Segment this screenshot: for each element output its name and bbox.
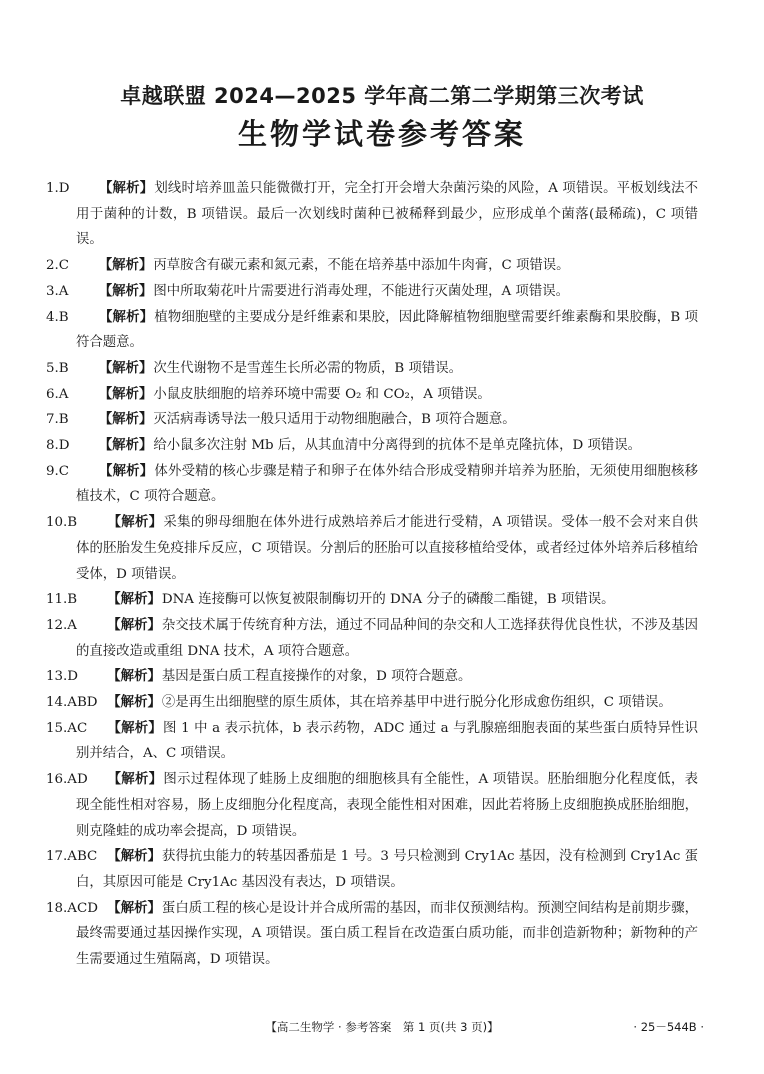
- answer-item: [46, 176, 698, 253]
- footer-code: · 25－544B ·: [633, 1020, 704, 1034]
- answer-item: [46, 510, 698, 587]
- question-number: 16.: [46, 772, 68, 788]
- answer-choice: D: [67, 669, 79, 685]
- answer-choice: D: [58, 438, 70, 454]
- question-number: 3.: [46, 283, 59, 299]
- answer-choice: AC: [67, 720, 88, 736]
- question-number: 2.: [46, 258, 59, 274]
- answer-item: [46, 896, 698, 973]
- analysis-text: DNA 连接酶可以恢复被限制酶切开的 DNA 分子的磷酸二酯键，B 项错误。: [161, 592, 615, 608]
- question-number: 4.: [46, 309, 59, 325]
- analysis-text: 给小鼠多次注射 Mb 后，从其血清中分离得到的抗体不是单克隆抗体，D 项错误。: [153, 438, 642, 454]
- analysis-tag: 【解析】: [107, 515, 163, 531]
- analysis-tag: 【解析】: [107, 720, 162, 736]
- analysis-tag: 【解析】: [98, 386, 153, 402]
- analysis-tag: 【解析】: [98, 360, 153, 376]
- analysis-text: 植物细胞壁的主要成分是纤维素和果胶，因此降解植物细胞壁需要纤维素酶和果胶酶，B 项符合题意。: [76, 309, 698, 351]
- analysis-text: 小鼠皮肤细胞的培养环境中需要 O₂ 和 CO₂，A 项错误。: [153, 386, 491, 402]
- answer-choice: ABD: [67, 695, 98, 711]
- analysis-text: 灭活病毒诱导法一般只适用于动物细胞融合，B 项符合题意。: [153, 412, 516, 428]
- analysis-tag: 【解析】: [107, 772, 163, 788]
- question-number: 13.: [46, 669, 68, 685]
- answer-choice: A: [67, 617, 77, 633]
- analysis-tag: 【解析】: [98, 438, 153, 454]
- answer-choice: C: [58, 258, 70, 274]
- question-number: 5.: [46, 360, 59, 376]
- analysis-text: 丙草胺含有碳元素和氮元素，不能在培养基中添加牛肉膏，C 项错误。: [153, 258, 570, 274]
- answer-item: [46, 407, 698, 433]
- answer-item: [46, 382, 698, 408]
- answer-choice: D: [58, 181, 70, 196]
- answer-item: [46, 459, 698, 510]
- answer-choice: ABC: [67, 849, 98, 865]
- answer-choice: C: [58, 463, 70, 479]
- analysis-tag: 【解析】: [98, 258, 153, 274]
- answer-choice: A: [58, 283, 69, 299]
- question-number: 8.: [46, 438, 59, 454]
- question-number: 6.: [46, 386, 59, 402]
- analysis-tag: 【解析】: [98, 309, 154, 325]
- answer-item: [46, 767, 698, 844]
- answer-item: [46, 279, 698, 305]
- question-number: 17.: [46, 849, 68, 865]
- answer-item: [46, 253, 698, 279]
- answer-choice: B: [58, 360, 69, 376]
- answer-item: [46, 716, 698, 767]
- answer-item: [46, 433, 698, 459]
- answer-choice: B: [58, 412, 69, 428]
- answer-item: [46, 587, 698, 613]
- analysis-text: 基因是蛋白质工程直接操作的对象，D 项符合题意。: [161, 669, 472, 685]
- answer-choice: B: [67, 592, 78, 608]
- analysis-text: 采集的卵母细胞在体外进行成熟培养后才能进行受精，A 项错误。受体一般不会对来自供体的胚胎发生免疫排斥反应，C 项错误。分割后的胚胎可以直接移植给受体，或者经过体外培养后移植给受体，D 项错误。: [76, 515, 698, 582]
- answer-item: [46, 356, 698, 382]
- answer-item: [46, 305, 698, 356]
- question-number: 12.: [46, 617, 68, 633]
- question-number: 7.: [46, 412, 59, 428]
- analysis-text: 蛋白质工程的核心是设计并合成所需的基因，而非仅预测结构。预测空间结构是前期步骤，最终需要通过基因操作实现，A 项错误。蛋白质工程旨在改造蛋白质功能，而非创造新物种；新物种的产生需要通过生殖隔离，D 项错误。: [76, 900, 699, 968]
- analysis-tag: 【解析】: [107, 900, 161, 916]
- answer-choice: B: [58, 309, 69, 325]
- question-number: 14.: [46, 695, 68, 711]
- analysis-text: ②是再生出细胞壁的原生质体，其在培养基甲中进行脱分化形成愈伤组织，C 项错误。: [161, 695, 672, 711]
- answer-item: [46, 664, 698, 690]
- analysis-text: 次生代谢物不是雪莲生长所必需的物质，B 项错误。: [153, 360, 463, 376]
- analysis-text: 划线时培养皿盖只能微微打开，完全打开会增大杂菌污染的风险，A 项错误。平板划线法不用于菌种的计数，B 项错误。最后一次划线时菌种已被稀释到最少，应形成单个菌落(最稀疏)，C 项错误。: [76, 181, 698, 248]
- answer-item: [46, 613, 698, 664]
- analysis-text: 图示过程体现了蛙肠上皮细胞的细胞核具有全能性，A 项错误。胚胎细胞分化程度低，表现全能性相对容易，肠上皮细胞分化程度高，表现全能性相对困难，因此若将肠上皮细胞换成胚胎细胞，则克隆蛙的成功率会提高，D 项错误。: [76, 772, 698, 839]
- analysis-text: 体外受精的核心步骤是精子和卵子在体外结合形成受精卵并培养为胚胎，无须使用细胞核移植技术，C 项符合题意。: [76, 463, 699, 505]
- question-number: 10.: [46, 515, 68, 531]
- question-number: 9.: [46, 463, 59, 479]
- analysis-tag: 【解析】: [98, 181, 154, 196]
- analysis-tag: 【解析】: [98, 283, 153, 299]
- analysis-text: 获得抗虫能力的转基因番茄是 1 号。3 号只检测到 Cry1Ac 基因，没有检测到 Cry1Ac 蛋白，其原因可能是 Cry1Ac 基因没有表达，D 项错误。: [76, 849, 699, 890]
- analysis-text: 杂交技术属于传统育种方法，通过不同品种间的杂交和人工选择获得优良性状，不涉及基因的直接改造或重组 DNA 技术，A 项符合题意。: [76, 617, 699, 659]
- answer-choice: A: [58, 386, 69, 402]
- analysis-tag: 【解析】: [107, 695, 161, 711]
- answer-choice: ACD: [67, 900, 98, 916]
- analysis-text: 图中所取菊花叶片需要进行消毒处理，不能进行灭菌处理，A 项错误。: [153, 283, 569, 299]
- analysis-tag: 【解析】: [107, 669, 161, 685]
- analysis-text: 图 1 中 a 表示抗体，b 表示药物，ADC 通过 a 与乳腺癌细胞表面的某些蛋白质特异性识别并结合，A、C 项错误。: [76, 720, 698, 762]
- question-number: 15.: [46, 720, 68, 736]
- analysis-tag: 【解析】: [107, 849, 162, 865]
- answer-item: [46, 690, 698, 716]
- answer-choice: AD: [67, 772, 88, 788]
- question-number: 18.: [46, 900, 68, 916]
- analysis-tag: 【解析】: [98, 463, 154, 479]
- analysis-tag: 【解析】: [107, 617, 161, 633]
- answer-list: [46, 176, 698, 973]
- footer-page-info: 【高二生物学 · 参考答案 第 1 页(共 3 页)】: [265, 1020, 499, 1034]
- analysis-tag: 【解析】: [107, 592, 161, 608]
- answer-choice: B: [67, 515, 78, 531]
- analysis-tag: 【解析】: [98, 412, 153, 428]
- question-number: 11.: [46, 592, 68, 608]
- answer-item: [46, 844, 698, 895]
- document-title: 生物学试卷参考答案: [237, 117, 526, 151]
- question-number: 1.: [46, 181, 59, 196]
- exam-title: 卓越联盟 2024—2025 学年高二第二学期第三次考试: [120, 84, 644, 108]
